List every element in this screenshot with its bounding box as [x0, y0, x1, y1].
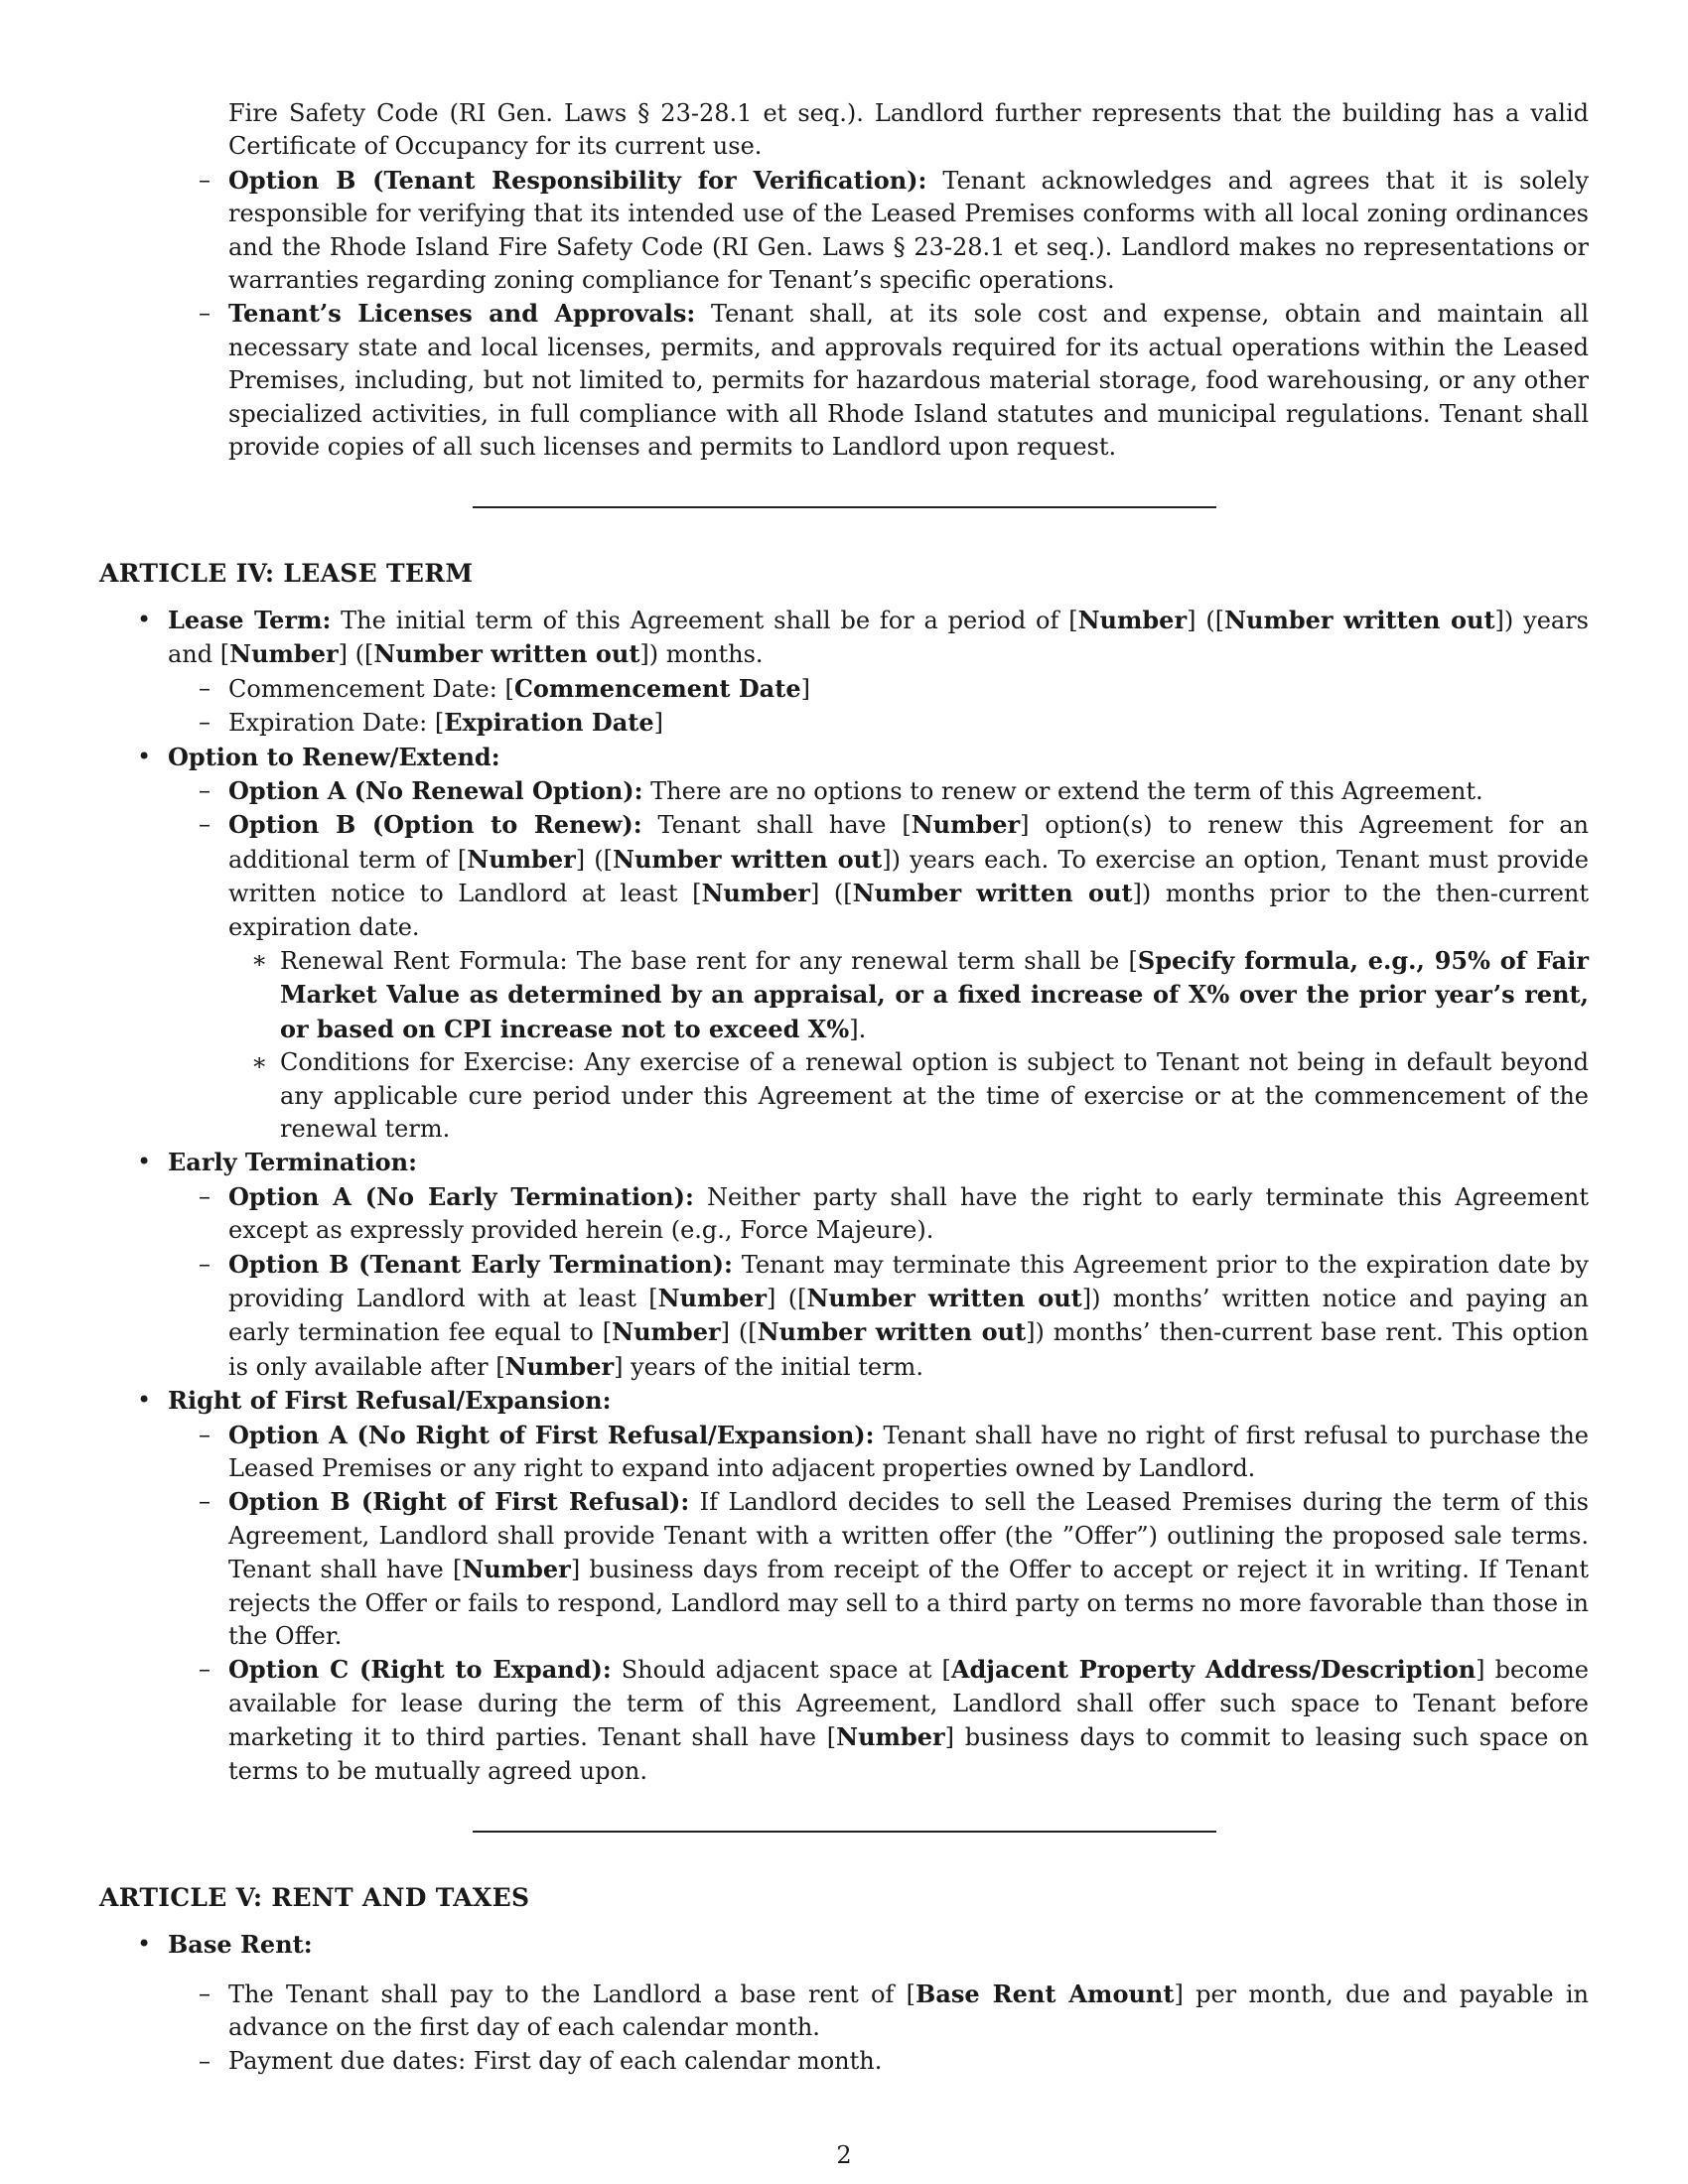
dash-marker: –	[199, 1655, 211, 1684]
early-termination-item: • Early Termination:	[99, 1146, 1589, 1179]
early-option-a: – Option A (No Early Termination): Neither party shall have the right to early terminate this Agreement except as expressly provided herein (e.g., Force Majeure).	[199, 1181, 1589, 1245]
dash-marker: –	[199, 1420, 211, 1448]
section-divider	[473, 506, 1216, 508]
early-option-b: – Option B (Tenant Early Termination): Tenant may terminate this Agreement prior to the expiration date by providing Landlord with at least [Number] ([Number written out]) months’ written notice and paying an early termination fee equal to [Number] ([Number written out]) months’ then-current base rent. This option is only available after [Number] years of the initial term.	[199, 1249, 1589, 1381]
star-marker: ∗	[251, 1048, 268, 1077]
dash-marker: –	[199, 775, 211, 804]
payment-due-dates: – Payment due dates: First day of each calendar month.	[99, 2045, 1589, 2078]
conditions-for-exercise: ∗ Conditions for Exercise: Any exercise of a renewal option is subject to Tenant not being in default beyond any applicable cure period under this Agreement at the time of exercise or at the commencement of the renewal term.	[251, 1048, 1589, 1143]
fire-code-continuation: Fire Safety Code (RI Gen. Laws § 23-28.1 et seq.). Landlord further represents that the building has a valid Certificate of Occupancy for its current use.	[228, 99, 1589, 161]
dash-marker: –	[199, 810, 211, 839]
rofr-option-a: – Option A (No Right of First Refusal/Expansion): Tenant shall have no right of first refusal to purchase the Leased Premises or any right to expand into adjacent properties owned by Landlord.	[199, 1420, 1589, 1483]
renew-option-b: – Option B (Option to Renew): Tenant shall have [Number] option(s) to renew this Agreement for an additional term of [Number] ([Number written out]) years each. To exercise an option, Tenant must provide written notice to Landlord at least [Number] ([Number written out]) months prior to the then-current expiration date.	[199, 810, 1590, 941]
document-body	[99, 97, 1589, 2078]
dash-marker: –	[199, 1249, 211, 1278]
dash-marker: –	[199, 2046, 211, 2075]
expiration-date: – Expiration Date: [Expiration Date]	[99, 706, 1589, 740]
rofr-option-c: – Option C (Right to Expand): Should adjacent space at [Adjacent Property Address/Description] become available for lease during the term of this Agreement, Landlord shall offer such space to Tenant before marketing it to third parties. Tenant shall have [Number] business days to commit to leasing such space on terms to be mutually agreed upon.	[199, 1655, 1590, 1785]
renew-option-a: – Option A (No Renewal Option): There are no options to renew or extend the term of this Agreement.	[99, 774, 1589, 808]
option-to-renew-item: • Option to Renew/Extend:	[99, 741, 1589, 774]
section-divider	[473, 1831, 1216, 1833]
dash-marker: –	[199, 1979, 211, 2007]
bullet-marker: •	[137, 605, 152, 633]
renewal-rent-formula: ∗ Renewal Rent Formula: The base rent for any renewal term shall be [Specify formula, e.g., 95% of Fair Market Value as determined by an appraisal, or a fixed increase of X% over the prior year’s rent, or based on CPI increase not to exceed X%].	[251, 945, 1589, 1043]
bullet-marker: •	[137, 1386, 152, 1415]
star-marker: ∗	[251, 945, 268, 974]
dash-marker: –	[199, 708, 211, 737]
dash-marker: –	[199, 1181, 211, 1210]
dash-marker: –	[199, 1487, 211, 1516]
dash-marker: –	[199, 673, 211, 702]
tenant-licenses-approvals: – Tenant’s Licenses and Approvals: Tenant shall, at its sole cost and expense, obtain and maintain all necessary state and local licenses, permits, and approvals required for its actual operations within the Leased Premises, including, but not limited to, permits for hazardous material storage, food warehousing, or any other specialized activities, in full compliance with all Rhode Island statutes and municipal regulations. Tenant shall provide copies of all such licenses and permits to Landlord upon request.	[199, 299, 1589, 462]
bullet-marker: •	[137, 1148, 152, 1176]
base-rent-item: • Base Rent:	[99, 1928, 1589, 1962]
article-v-heading: ARTICLE V: RENT AND TAXES	[99, 1883, 530, 1913]
dash-marker: –	[199, 165, 211, 194]
commencement-date: – Commencement Date: [Commencement Date]	[99, 672, 1589, 706]
rofr-option-b: – Option B (Right of First Refusal): If Landlord decides to sell the Leased Premises during the term of this Agreement, Landlord shall provide Tenant with a written offer (the ”Offer”) outlining the proposed sale terms. Tenant shall have [Number] business days from receipt of the Offer to accept or reject it in writing. If Tenant rejects the Offer or fails to respond, Landlord may sell to a third party on terms no more favorable than those in the Offer.	[199, 1487, 1589, 1651]
bullet-marker: •	[137, 742, 152, 770]
dash-marker: –	[199, 299, 211, 328]
option-b-verification: – Option B (Tenant Responsibility for Verification): Tenant acknowledges and agrees that it is solely responsible for verifying that its intended use of the Leased Premises conforms with all local zoning ordinances and the Rhode Island Fire Safety Code (RI Gen. Laws § 23-28.1 et seq.). Landlord makes no representations or warranties regarding zoning compliance for Tenant’s specific operations.	[199, 165, 1589, 295]
page-number: 2	[836, 2141, 852, 2169]
base-rent-amount: – The Tenant shall pay to the Landlord a base rent of [Base Rent Amount] per month, due and payable in advance on the first day of each calendar month.	[199, 1979, 1589, 2042]
lease-term-item: • Lease Term: The initial term of this Agreement shall be for a period of [Number] ([Number written out]) years and [Number] ([Number written out]) months.	[137, 605, 1590, 669]
article-iv-heading: ARTICLE IV: LEASE TERM	[99, 559, 474, 589]
right-of-first-refusal-item: • Right of First Refusal/Expansion:	[99, 1384, 1589, 1418]
bullet-marker: •	[137, 1929, 152, 1958]
